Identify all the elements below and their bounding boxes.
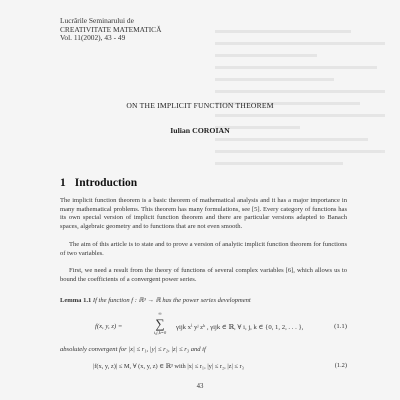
- summation-symbol: [147, 312, 173, 335]
- journal-header-line: Vol. 11(2002), 43 - 49: [60, 33, 126, 43]
- lemma-statement: [60, 297, 347, 306]
- body-paragraph: The implicit function theorem is a basic theorem of mathematical analysis and it has a major importance in many mathematical problems. This theorem has many formulations, see [5]. Every category of functions has its own special version of implicit function theorem and there are particular versions adapted to Banach spaces, algebraic geometry and to functions that are not even smooth.: [60, 197, 347, 230]
- body-paragraph: First, we need a result from the theory of functions of several complex variables [6], which allows us to bound the coefficients of a convergent power series.: [60, 267, 347, 283]
- sigma-icon: ∑: [155, 316, 165, 331]
- equation-number: (1.1): [334, 323, 347, 330]
- sum-lower-limit: i,j,k=0: [153, 330, 167, 335]
- convergence-condition: absolutely convergent for |x| ≤ r₁, |y| ≤ r₂, |z| ≤ r₃ and if: [60, 346, 206, 353]
- section-title: Introduction: [74, 177, 138, 189]
- equation-number: (1.2): [334, 362, 347, 369]
- journal-header-line: Lucrările Seminarului de: [60, 16, 134, 25]
- section-heading: [60, 177, 137, 189]
- lemma-label: Lemma 1.1: [60, 297, 92, 304]
- equation-rhs: γijk xⁱ yʲ zᵏ , γijk ∈ ℝ, ∀ i, j, k ∈ {0, 1, 2, . . . },: [176, 324, 304, 331]
- sum-upper-limit: ∞: [158, 312, 162, 317]
- equation-body: |f(x, y, z)| ≤ M, ∀ (x, y, z) ∈ ℝ³ with |x| ≤ r₁, |y| ≤ r₂, |z| ≤ r₃: [93, 363, 244, 370]
- section-number: 1: [60, 177, 66, 189]
- equation-1-1: [95, 312, 347, 344]
- equation-1-2: [93, 362, 347, 370]
- equation-lhs: f(x, y, z) =: [95, 323, 123, 330]
- paper-title: ON THE IMPLICIT FUNCTION THEOREM: [126, 101, 274, 110]
- page-number: 43: [196, 383, 204, 390]
- body-paragraph: The aim of this article is to state and to prove a version of analytic implicit function theorem for functions of two variables.: [60, 241, 347, 257]
- lemma-text: If the function f : ℝ³ → ℝ has the power series development: [92, 297, 251, 304]
- journal-header-line: CREATIVITATE MATEMATICĂ: [60, 24, 162, 34]
- author-name: Iulian COROIAN: [170, 126, 230, 135]
- journal-header: [60, 17, 161, 43]
